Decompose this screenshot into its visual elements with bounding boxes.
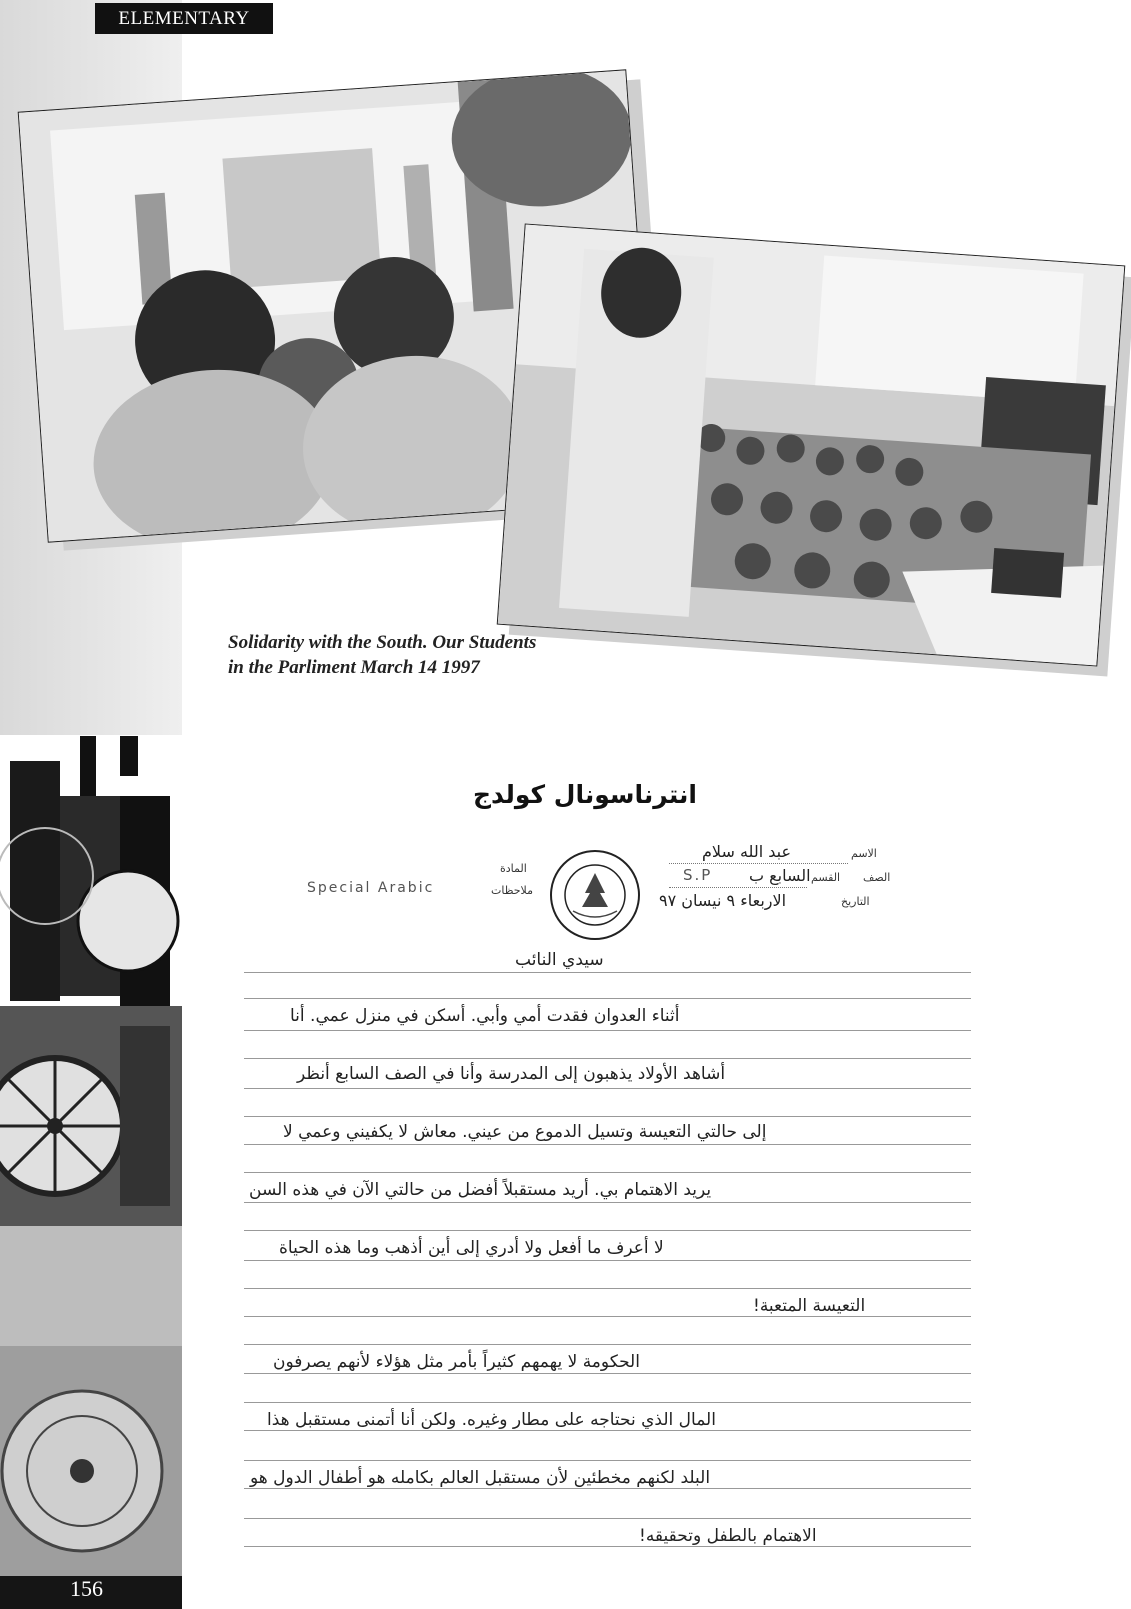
letter-line: لا أعرف ما أفعل ولا أدري إلى أين أذهب وما هذه الحياة [279,1238,664,1258]
school-title: انترناسونال كولدج [473,780,697,809]
ruled-line [244,972,971,973]
ruled-line [244,1202,971,1203]
caption-line-1: Solidarity with the South. Our Students [228,632,537,653]
letter-line: البلد لكنهم مخطئين لأن مستقبل العالم بكامله هو أطفال الدول هو [250,1468,711,1488]
section-tab: ELEMENTARY [95,3,273,34]
ruled-line [244,1518,971,1519]
page-number: 156 [70,1576,103,1601]
ruled-line [244,1058,971,1059]
photo-classroom-assembly [497,223,1126,666]
ruled-line [244,1460,971,1461]
ruled-line [244,1230,971,1231]
ruled-line [244,1430,971,1431]
school-seal-icon [545,845,645,945]
letter-line: يريد الاهتمام بي. أريد مستقبلاً أفضل من حالتي الآن في هذه السن [249,1180,712,1200]
subject-label: المادة [500,862,527,875]
section-label: القسم [811,871,841,884]
notes-label: ملاحظات [491,884,533,897]
ruled-line [244,1030,971,1031]
date-label: التاريخ [841,895,870,908]
photo-caption [228,630,588,680]
ruled-line [244,1316,971,1317]
class-label: الصف [863,871,891,884]
ruled-line [244,1546,971,1547]
class-line [669,887,807,888]
ruled-line [244,1172,971,1173]
name-label: الاسم [851,847,877,860]
letter-line: أثناء العدوان فقدت أمي وأبي. أسكن في منزل عمي. أنا [290,1006,680,1026]
date-value: الاربعاء ٩ نيسان ٩٧ [659,891,787,910]
section-value: S.P [683,866,713,884]
subject-value: Special Arabic [307,880,435,896]
ruled-line [244,998,971,999]
ruled-line [244,1288,971,1289]
name-value: عبد الله سلام [702,842,791,861]
caption-line-2: in the Parliment March 14 1997 [228,657,480,678]
class-value: السابع ب [749,866,811,885]
ruled-line [244,1260,971,1261]
ruled-line [244,1144,971,1145]
letter-line: المال الذي نحتاجه على مطار وغيره. ولكن أنا أتمنى مستقبل هذا [267,1410,716,1430]
ruled-line [244,1488,971,1489]
ruled-line [244,1344,971,1345]
ruled-line [244,1373,971,1374]
ruled-line [244,1088,971,1089]
ruled-line [244,1402,971,1403]
letter-line: إلى حالتي التعيسة وتسيل الدموع من عيني. معاش لا يكفيني وعمي لا [283,1122,767,1142]
letter-line: الاهتمام بالطفل وتحقيقه! [639,1526,817,1546]
ruled-line [244,1116,971,1117]
letter-greeting: سيدي النائب [515,950,604,970]
decorative-column [0,736,182,1609]
name-line [669,863,848,864]
letter-line: الحكومة لا يهمهم كثيراً بأمر مثل هؤلاء لأنهم يصرفون [273,1352,640,1372]
letter-line: التعيسة المتعبة! [753,1296,866,1316]
letter-line: أشاهد الأولاد يذهبون إلى المدرسة وأنا في الصف السابع أنظر [297,1064,726,1084]
